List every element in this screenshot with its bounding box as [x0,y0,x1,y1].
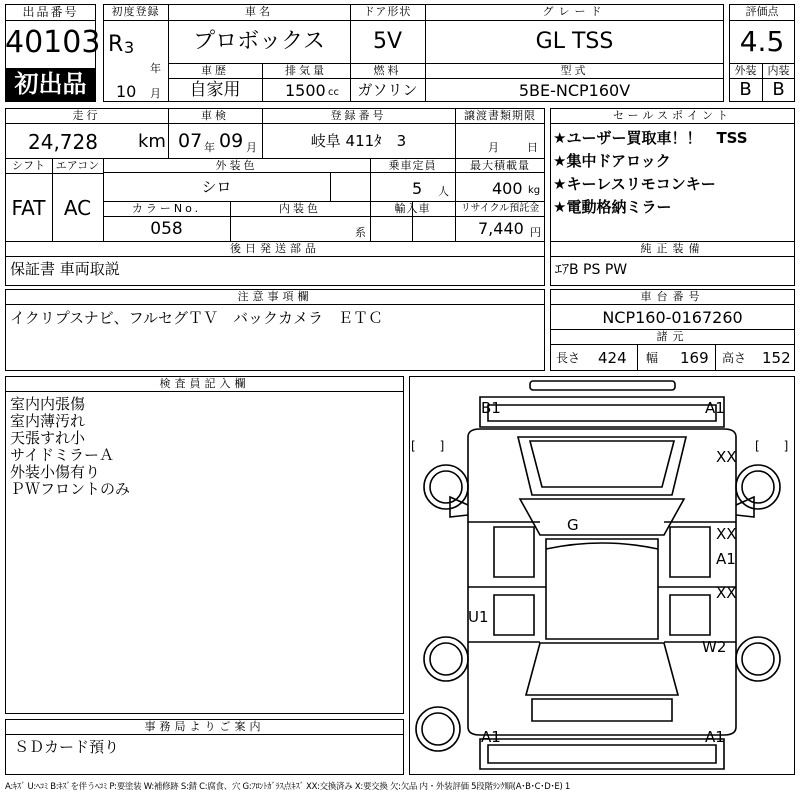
exterior-color-value: シロ [201,178,232,196]
max-load-label: 最大積載量 [470,159,530,172]
first-reg-year: 3 [124,38,135,57]
genuine-equipment-label: 純正装備 [640,242,705,255]
first-reg-year-unit: 年 [150,62,161,75]
exterior-score-label: 外装 [734,64,757,77]
exterior-score: B [739,79,752,100]
inspection-month: 09 [219,130,244,152]
aircon-label: エアコン [55,159,100,172]
office-label: 事務局よりご案内 [144,720,265,733]
grade-label: グレード [542,5,607,18]
sales-point-2: ★集中ドアロック [553,152,671,170]
inspector-line-3: 天張すれ小 [10,429,86,447]
history-label: 車歴 [201,64,229,77]
diagram-bracket-right: [ ] [755,439,789,453]
car-diagram [410,377,794,774]
door-type-label: ドア形状 [363,5,412,18]
later-parts-value: 保証書 車両取説 [10,260,120,278]
recycle-fee-unit: 円 [530,226,541,239]
color-no-value: 058 [150,219,183,239]
recycle-fee-value: 7,440 [478,219,524,238]
inspector-line-1: 室内内張傷 [10,395,86,413]
import-car-label: 輸入車 [394,202,431,215]
mileage-value: 24,728 [28,130,98,154]
lot-label: 出品番号 [22,5,79,19]
exterior-color-label: 外装色 [215,159,258,172]
first-listing-badge: 初出品 [6,68,95,101]
lot-number: 40103 [5,25,101,60]
shift-label: シフト [12,159,45,172]
spec-height-label: 高さ [722,351,747,365]
diagram-mark-right-door-lower: A1 [716,550,736,568]
color-no-label: カラーNo. [131,202,202,215]
score-label: 評価点 [745,5,779,18]
sales-point-1: ★ユーザー買取車！！ TSS [553,129,748,147]
inspector-line-5: 外装小傷有り [10,463,101,481]
model-value: 5BE-NCP160V [518,81,631,100]
sales-point-3: ★キーレスリモコンキー [553,175,716,193]
sales-point-4: ★電動格納ミラー [553,198,672,216]
model-label: 型式 [560,64,589,77]
diagram-mark-right-fender: XX [716,448,737,466]
door-type-value: 5V [372,29,403,54]
score-value: 4.5 [739,25,785,58]
displacement-label: 排気量 [285,64,327,77]
diagram-mark-front-left: B1 [481,399,501,417]
grade-value: GL TSS [535,29,614,54]
first-reg-month-unit: 月 [150,87,161,100]
genuine-equipment-value: ｴｱB PS PW [555,262,628,278]
inspector-line-6: ＰＷフロントのみ [10,480,131,498]
fuel-value: ガソリン [357,81,418,99]
diagram-mark-windshield: G [567,516,579,534]
displacement-unit: cc [328,87,339,98]
inspection-year: 07 [178,130,203,152]
diagram-mark-right-rear-door: XX [716,584,737,602]
notes-label: 注意事項欄 [237,290,313,303]
first-reg-era: R [108,32,124,57]
spec-length-label: 長さ [556,351,581,365]
office-value: ＳＤカード預り [14,738,120,756]
recycle-fee-label: リサイクル預託金 [460,203,540,214]
fuel-label: 燃料 [373,64,402,77]
chassis-label: 車台番号 [640,290,705,303]
inspection-year-unit: 年 [204,141,215,154]
spec-width-label: 幅 [646,351,659,365]
capacity-label: 乗車定員 [388,159,437,172]
notes-value: イクリプスナビ、フルセグＴＶ バックカメラ ＥＴＣ [10,309,384,327]
first-reg-month: 10 [116,82,137,101]
inspector-label: 検査員記入欄 [159,377,250,390]
inspector-line-2: 室内薄汚れ [10,412,86,430]
registration-value: 岐阜 411ﾀ 3 [310,132,407,150]
interior-score: B [772,79,785,100]
history-value: 自家用 [189,80,241,100]
mileage-label: 走行 [72,109,101,122]
mileage-unit: km [138,131,166,152]
diagram-mark-right-rear-fender: W2 [702,638,727,656]
diagram-bracket-left: [ ] [411,439,445,453]
inspection-label: 車検 [201,109,229,122]
displacement-value: 1500 [285,81,326,100]
interior-score-label: 内装 [767,64,790,77]
transfer-day-unit: 日 [527,141,538,154]
spec-length-value: 424 [598,349,627,367]
aircon-value: AC [63,196,92,220]
diagram-mark-rear-left: A1 [481,728,501,746]
capacity-value: 5 [412,179,423,198]
spec-height-value: 152 [762,349,791,367]
inspection-month-unit: 月 [246,141,257,154]
diagram-mark-right-front-door: XX [716,525,737,543]
transfer-docs-label: 譲渡書類期限 [464,109,536,122]
max-load-value: 400 [492,179,523,198]
legend: A:ｷｽﾞ U:ﾍｺﾐ B:ｷｽﾞを伴うﾍｺﾐ P:要塗装 W:補修跡 S:錆 C:腐食、穴 G:ﾌﾛﾝﾄｶﾞﾗｽ点ｷｽﾞ XX:交換済み X:要交換 欠:欠品 内・外装評価 5段階ﾗﾝｸ順(A･B･C･D･E) 1 [5,782,571,792]
diagram-mark-rear-right: A1 [705,728,725,746]
sales-points-label: セールスポイント [612,109,732,122]
max-load-unit: kg [528,185,541,196]
inspector-line-4: サイドミラーＡ [10,446,114,464]
car-name-label: 車名 [245,5,273,18]
diagram-mark-left-rear: U1 [468,608,489,626]
capacity-unit: 人 [438,185,449,198]
interior-color-label: 内装色 [279,202,321,215]
later-parts-label: 後日発送部品 [230,242,320,255]
registration-label: 登録番号 [330,109,387,122]
first-reg-label: 初度登録 [111,5,160,18]
chassis-value: NCP160-0167260 [602,308,743,327]
car-name-value: プロボックス [193,29,325,54]
interior-color-unit: 系 [355,226,366,239]
specs-label: 諸元 [656,330,689,343]
spec-width-value: 169 [680,349,709,367]
transfer-month-unit: 月 [488,141,499,154]
shift-value: FAT [11,196,46,220]
diagram-mark-front-right: A1 [705,399,725,417]
